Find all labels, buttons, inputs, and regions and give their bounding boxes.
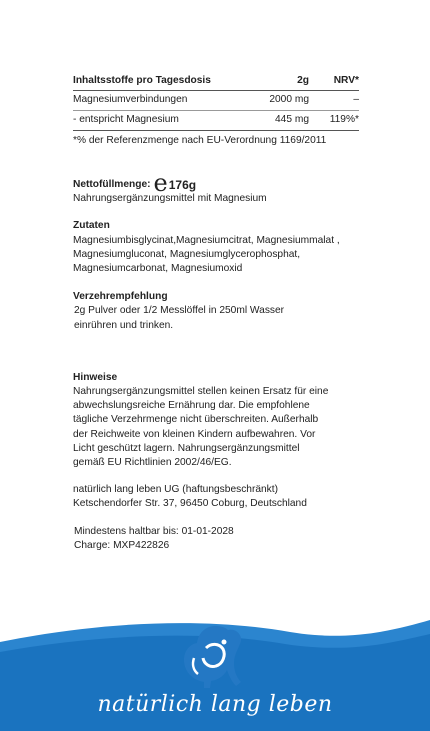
ingredients-line: Magnesiumbisglycinat,Magnesiumcitrat, Magnesiummalat , bbox=[73, 234, 340, 246]
e-mark-icon: e bbox=[153, 169, 168, 198]
batch-info bbox=[73, 525, 361, 553]
label-content bbox=[73, 73, 361, 553]
dosage-title: Verzehrempfehlung bbox=[73, 291, 168, 303]
brand-wordmark: natürlich lang leben bbox=[97, 692, 333, 717]
nutrition-header-dose: 2g bbox=[239, 73, 309, 91]
notes-title: Hinweise bbox=[73, 371, 118, 383]
ingredients-section bbox=[73, 219, 361, 276]
dosage-line: 2g Pulver oder 1/2 Messlöffel in 250ml Wasser bbox=[74, 305, 285, 317]
nutrition-table bbox=[73, 73, 359, 131]
nutrition-row-label: - entspricht Magnesium bbox=[73, 111, 239, 131]
net-quantity-label: Nettofüllmenge: bbox=[73, 179, 151, 190]
net-quantity bbox=[73, 169, 361, 198]
notes-line: abwechslungsreiche Ernährung dar. Die empfohlene bbox=[73, 400, 310, 412]
company-line: Ketschendorfer Str. 37, 96450 Coburg, Deutschland bbox=[73, 498, 307, 510]
nutrition-header-label: Inhaltsstoffe pro Tagesdosis bbox=[73, 73, 239, 91]
company-line: natürlich lang leben UG (haftungsbeschränkt) bbox=[73, 484, 278, 496]
batch-number: Charge: MXP422826 bbox=[74, 539, 170, 551]
nutrition-row bbox=[73, 91, 359, 111]
notes-section bbox=[73, 371, 361, 470]
nutrition-row-label: Magnesiumverbindungen bbox=[73, 91, 239, 111]
nutrition-header-nrv: NRV* bbox=[309, 73, 359, 91]
nutrition-header-row bbox=[73, 73, 359, 91]
product-description: Nahrungsergänzungsmittel mit Magnesium bbox=[73, 193, 267, 205]
ingredients-line: Magnesiumgluconat, Magnesiumglycerophosphat, bbox=[73, 248, 301, 260]
nutrition-row-nrv: 119%* bbox=[309, 111, 359, 131]
best-before: Mindestens haltbar bis: 01-01-2028 bbox=[74, 525, 234, 537]
nutrition-row bbox=[73, 111, 359, 131]
nutrition-footnote: *% der Referenzmenge nach EU-Verordnung 1169/2011 bbox=[73, 135, 327, 146]
notes-line: Nahrungsergänzungsmittel stellen keinen Ersatz für eine bbox=[73, 386, 329, 398]
dosage-line: einrühren und trinken. bbox=[74, 319, 174, 331]
dosage-section bbox=[73, 290, 361, 333]
notes-line: gemäß EU Richtlinien 2002/46/EG. bbox=[73, 457, 232, 469]
nutrition-row-nrv: – bbox=[309, 91, 359, 111]
company-address bbox=[73, 483, 361, 511]
nutrition-row-amount: 445 mg bbox=[239, 111, 309, 131]
notes-line: tägliche Verzehrmenge nicht überschreiten. Außerhalb bbox=[73, 414, 319, 426]
ingredients-title: Zutaten bbox=[73, 220, 110, 232]
net-quantity-amount: 176g bbox=[168, 178, 197, 192]
notes-line: Licht geschützt lagern. Nahrungsergänzungsmittel bbox=[73, 442, 300, 454]
ingredients-line: Magnesiumcarbonat, Magnesiumoxid bbox=[73, 263, 243, 275]
nutrition-row-amount: 2000 mg bbox=[239, 91, 309, 111]
notes-line: der Reichweite von kleinen Kindern aufbewahren. Vor bbox=[73, 428, 316, 440]
